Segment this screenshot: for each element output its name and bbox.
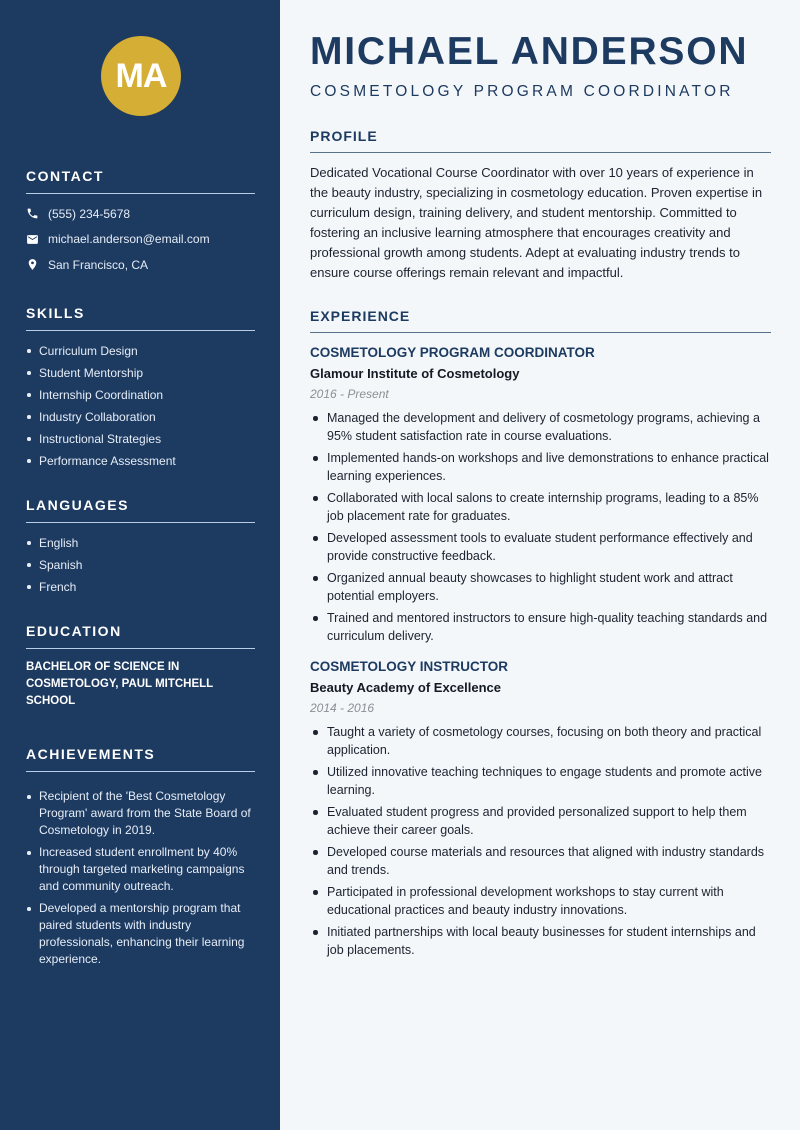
job-bullet: Participated in professional development workshops to stay current with educational practices and beauty industry innovations. — [310, 883, 771, 919]
contact-section — [26, 168, 255, 278]
education-section — [26, 623, 255, 710]
skill-item: Industry Collaboration — [26, 406, 255, 428]
job-entry — [310, 345, 771, 645]
achievements-section — [26, 746, 255, 973]
achievements-heading: ACHIEVEMENTS — [26, 746, 255, 772]
skill-item: Instructional Strategies — [26, 428, 255, 450]
job-bullet: Managed the development and delivery of cosmetology programs, achieving a 95% student satisfaction rate in course evaluations. — [310, 409, 771, 445]
skills-heading: SKILLS — [26, 305, 255, 331]
skill-item: Performance Assessment — [26, 450, 255, 472]
avatar — [101, 36, 181, 116]
job-title: COSMETOLOGY PROGRAM COORDINATOR — [310, 345, 595, 360]
job-bullet: Developed assessment tools to evaluate student performance effectively and provide constructive feedback. — [310, 529, 771, 565]
language-item: French — [26, 576, 255, 598]
education-heading: EDUCATION — [26, 623, 255, 649]
candidate-title: COSMETOLOGY PROGRAM COORDINATOR — [310, 83, 734, 100]
languages-heading: LANGUAGES — [26, 497, 255, 523]
job-dates: 2014 - 2016 — [310, 701, 375, 715]
contact-location — [26, 252, 255, 278]
job-bullets — [310, 409, 771, 645]
job-company: Beauty Academy of Excellence — [310, 680, 501, 695]
job-bullet: Utilized innovative teaching techniques to engage students and promote active learning. — [310, 763, 771, 799]
profile-text: Dedicated Vocational Course Coordinator with over 10 years of experience in the beauty industry, specializing in cosmetology education. Proven expertise in curriculum design, training delivery, and student mentorship. Committed to fostering an inclusive learning atmosphere that encourages creativity and professional growth among students. Adept at evaluating industry trends to ensure course offerings remain relevant and impactful. — [310, 165, 763, 280]
location-text: San Francisco, CA — [48, 257, 149, 272]
experience-section — [310, 308, 771, 963]
language-item: English — [26, 532, 255, 554]
achievement-item: Increased student enrollment by 40% through targeted marketing campaigns and community outreach. — [26, 844, 255, 895]
skills-list — [26, 340, 255, 472]
job-bullets — [310, 723, 771, 959]
job-bullet: Trained and mentored instructors to ensure high-quality teaching standards and curriculum delivery. — [310, 609, 771, 645]
email-address[interactable]: michael.anderson@email.com — [48, 232, 210, 247]
languages-section — [26, 497, 255, 598]
job-bullet: Organized annual beauty showcases to highlight student work and attract potential employers. — [310, 569, 771, 605]
phone-number: (555) 234-5678 — [48, 206, 131, 221]
job-company: Glamour Institute of Cosmetology — [310, 366, 520, 381]
job-bullet: Collaborated with local salons to create internship programs, leading to a 85% job placement rate for graduates. — [310, 489, 771, 525]
contact-email — [26, 227, 255, 253]
job-bullet: Implemented hands-on workshops and live demonstrations to enhance practical learning experiences. — [310, 449, 771, 485]
experience-heading: EXPERIENCE — [310, 308, 771, 333]
achievements-list — [26, 788, 255, 968]
job-title: COSMETOLOGY INSTRUCTOR — [310, 659, 509, 674]
job-bullet: Evaluated student progress and provided personalized support to help them achieve their career goals. — [310, 803, 771, 839]
job-entry — [310, 659, 771, 959]
profile-heading: PROFILE — [310, 128, 771, 153]
skill-item: Curriculum Design — [26, 340, 255, 362]
education-degree: BACHELOR OF SCIENCE IN COSMETOLOGY, PAUL MITCHELL SCHOOL — [26, 661, 213, 707]
job-dates: 2016 - Present — [310, 387, 389, 401]
achievement-item: Recipient of the 'Best Cosmetology Program' award from the State Board of Cosmetology in 2019. — [26, 788, 255, 839]
phone-icon — [26, 207, 39, 220]
job-bullet: Initiated partnerships with local beauty businesses for student internships and job placements. — [310, 923, 771, 959]
profile-section — [310, 128, 771, 283]
skill-item: Internship Coordination — [26, 384, 255, 406]
avatar-initials: MA — [115, 56, 167, 95]
envelope-icon — [26, 233, 39, 246]
skill-item: Student Mentorship — [26, 362, 255, 384]
sidebar — [0, 0, 280, 1130]
job-bullet: Taught a variety of cosmetology courses, focusing on both theory and practical application. — [310, 723, 771, 759]
languages-list — [26, 532, 255, 598]
map-pin-icon — [26, 258, 39, 271]
achievement-item: Developed a mentorship program that paired students with industry professionals, enhancing their learning experience. — [26, 900, 255, 968]
language-item: Spanish — [26, 554, 255, 576]
job-bullet: Developed course materials and resources that aligned with industry standards and trends. — [310, 843, 771, 879]
skills-section — [26, 305, 255, 472]
candidate-name: MICHAEL ANDERSON — [310, 30, 749, 73]
contact-heading: CONTACT — [26, 168, 255, 194]
contact-phone — [26, 201, 255, 227]
